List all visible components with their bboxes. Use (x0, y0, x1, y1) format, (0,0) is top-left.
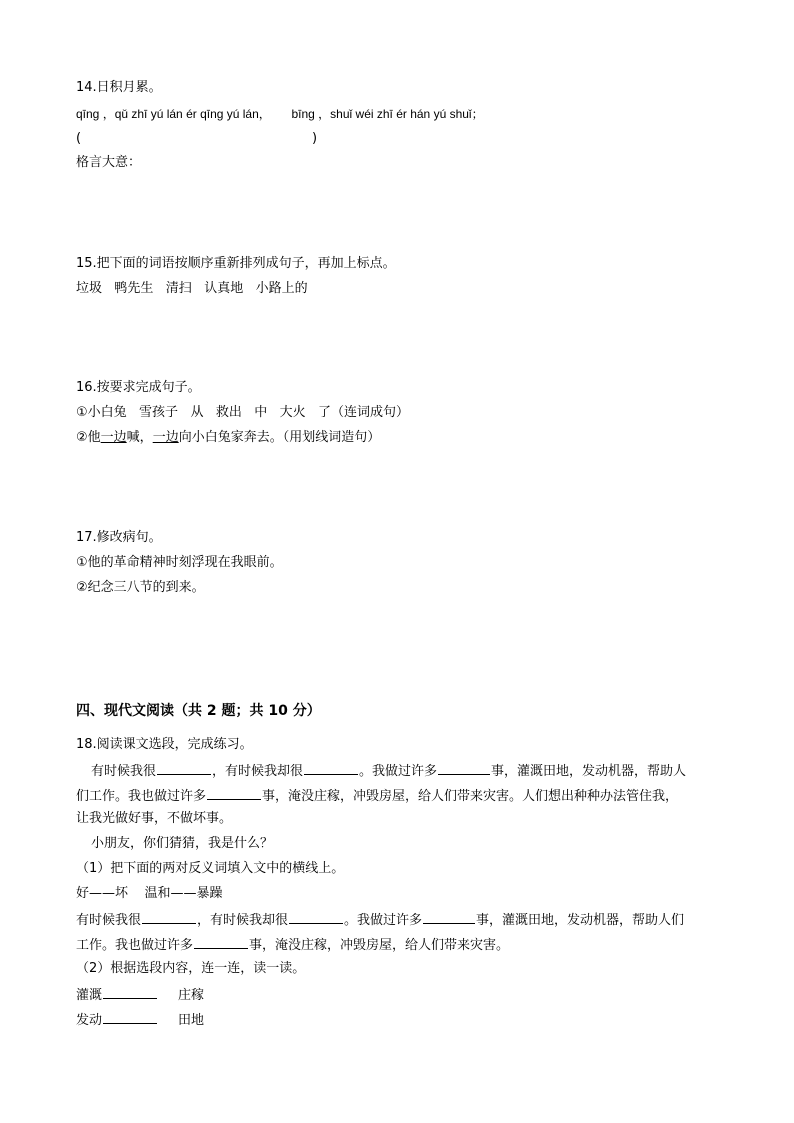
passage-text: 事，灌溉田地，发动机器，帮助人们 (476, 913, 685, 928)
q17-item2: ②纪念三八节的到来。 (76, 580, 205, 595)
q15-words: 垃圾 鸭先生 清扫 认真地 小路上的 (76, 281, 308, 296)
match-right-word: 庄稼 (178, 988, 205, 1003)
q18-subquestion-1: （1）把下面的两对反义词填入文中的横线上。 (76, 861, 345, 876)
passage-text: 。我做过许多 (359, 764, 438, 779)
match-left-word: 灌溉 (76, 988, 103, 1003)
passage-text: ，有时候我却很 (212, 764, 304, 779)
q16-underlined-word-1: 一边 (100, 430, 127, 445)
answer-blank[interactable] (194, 936, 248, 949)
passage-text: 们工作。我也做过许多 (76, 789, 207, 804)
section4-heading: 四、现代文阅读（共 2 题；共 10 分） (76, 703, 321, 719)
answer-blank[interactable] (438, 762, 490, 775)
q14-answer-paren-close: ) (312, 131, 318, 146)
passage-text: 工作。我也做过许多 (76, 938, 194, 953)
q14-pinyin-part-a: qīng ，qǔ zhī yú lán ér qīng yú lán， (76, 107, 271, 121)
answer-blank[interactable] (304, 762, 358, 775)
q16-underlined-word-2: 一边 (152, 430, 179, 445)
q16-title: 16.按要求完成句子。 (76, 380, 201, 395)
q16-item2-text-c: 向小白兔家奔去。（用划线词造句） (178, 430, 381, 445)
passage-text: 有时候我很 (76, 913, 142, 928)
passage-text: ，有时候我却很 (197, 913, 289, 928)
answer-blank[interactable] (423, 911, 475, 924)
match-connector-line[interactable] (103, 1011, 157, 1024)
q16-item2-text-a: ②他 (76, 430, 101, 445)
q14-pinyin-part-b: bīng ，shuǐ wéi zhī ér hán yú shuǐ； (291, 107, 484, 121)
passage-text: 有时候我很 (91, 764, 157, 779)
q14-answer-paren-open: ( (76, 131, 82, 146)
passage-text: 事，淹没庄稼，冲毁房屋，给人们带来灾害。 (249, 938, 510, 953)
q18-passage-line-3: 让我光做好事，不做坏事。 (76, 811, 233, 826)
match-left-word: 发动 (76, 1013, 103, 1028)
match-right-word: 田地 (178, 1013, 205, 1028)
q18-passage-line-1 (91, 762, 686, 780)
passage-text: 。我做过许多 (344, 913, 423, 928)
match-row-2 (76, 1011, 204, 1029)
answer-blank[interactable] (142, 911, 196, 924)
q17-item1: ①他的革命精神时刻浮现在我眼前。 (76, 555, 283, 570)
passage-text: 事，灌溉田地，发动机器，帮助人 (491, 764, 687, 779)
q15-title: 15.把下面的词语按顺序重新排列成句子，再加上标点。 (76, 256, 396, 271)
q16-item1: ①小白兔 雪孩子 从 救出 中 大火 了（连词成句） (76, 405, 410, 420)
q18-passage-line-4: 小朋友，你们猜猜，我是什么？ (91, 836, 274, 851)
q18-passage-line-2 (76, 787, 678, 805)
answer-blank[interactable] (207, 787, 261, 800)
passage-text: 事，淹没庄稼，冲毁房屋，给人们带来灾害。人们想出种种办法管住我， (262, 789, 679, 804)
q14-meaning-label: 格言大意： (76, 155, 142, 170)
q14-title: 14.日积月累。 (76, 80, 162, 95)
q17-title: 17.修改病句。 (76, 530, 162, 545)
q18-rewrite-line-1 (76, 911, 684, 929)
q18-subquestion-2: （2）根据选段内容，连一连，读一读。 (76, 961, 306, 976)
answer-blank[interactable] (157, 762, 211, 775)
q14-pinyin (76, 106, 484, 122)
match-connector-line[interactable] (103, 986, 157, 999)
q18-rewrite-line-2 (76, 936, 509, 954)
match-row-1 (76, 986, 204, 1004)
answer-blank[interactable] (289, 911, 343, 924)
q16-item2 (76, 430, 380, 446)
q18-antonym-pairs: 好——坏 温和——暴躁 (76, 886, 223, 901)
q16-item2-text-b: 喊， (126, 430, 153, 445)
q18-title: 18.阅读课文选段，完成练习。 (76, 737, 253, 752)
